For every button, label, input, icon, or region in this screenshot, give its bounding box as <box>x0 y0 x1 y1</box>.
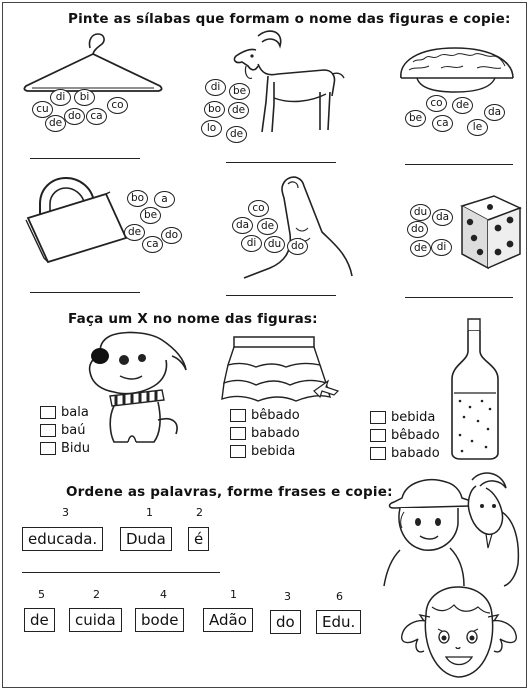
checkbox[interactable] <box>230 409 246 422</box>
syllable[interactable]: le <box>467 119 488 136</box>
syllable[interactable]: bi <box>74 89 95 106</box>
checkbox[interactable] <box>230 427 246 440</box>
order-number: 1 <box>230 588 237 601</box>
order-number: 2 <box>196 506 203 519</box>
answer-line[interactable] <box>226 162 336 163</box>
syllable[interactable]: de <box>226 126 247 143</box>
syllable[interactable]: da <box>232 217 253 234</box>
syllable[interactable]: du <box>264 236 285 253</box>
hanger-icon <box>18 28 168 98</box>
syllable[interactable]: ca <box>432 115 453 132</box>
syllable[interactable]: de <box>124 224 145 241</box>
word-card-adao[interactable]: Adão <box>203 608 253 632</box>
syllable[interactable]: be <box>140 207 161 224</box>
syllable[interactable]: co <box>248 200 269 217</box>
checkbox[interactable] <box>370 429 386 442</box>
bottle-icon <box>448 317 502 461</box>
checkbox[interactable] <box>40 424 56 437</box>
word-card-bode[interactable]: bode <box>135 608 184 632</box>
option-bebida[interactable]: bebida <box>370 410 435 425</box>
goat-icon <box>228 26 348 138</box>
order-number: 3 <box>284 590 291 603</box>
order-number: 4 <box>160 588 167 601</box>
syllable[interactable]: da <box>484 104 505 121</box>
syllable[interactable]: ca <box>86 108 107 125</box>
syllable[interactable]: di <box>50 89 71 106</box>
syllable[interactable]: lo <box>201 120 222 137</box>
word-card-edu[interactable]: Edu. <box>316 610 361 634</box>
option-bebado[interactable]: bêbado <box>230 408 300 423</box>
syllable[interactable]: da <box>432 209 453 226</box>
syllable[interactable]: do <box>287 238 308 255</box>
word-card-educada[interactable]: educada. <box>22 527 103 551</box>
option-bala[interactable]: bala <box>40 405 89 420</box>
syllable[interactable]: a <box>154 191 175 208</box>
word-card-do[interactable]: do <box>270 610 301 634</box>
syllable[interactable]: be <box>405 110 426 127</box>
answer-line[interactable] <box>405 164 513 165</box>
syllable[interactable]: co <box>107 97 128 114</box>
syllable[interactable]: bo <box>127 190 148 207</box>
checkbox[interactable] <box>230 445 246 458</box>
syllable[interactable]: do <box>161 227 182 244</box>
syllable[interactable]: di <box>431 239 452 256</box>
checkbox[interactable] <box>370 411 386 424</box>
syllable[interactable]: ca <box>142 236 163 253</box>
option-babado[interactable]: babado <box>230 426 300 441</box>
order-number: 6 <box>336 590 343 603</box>
skirt-icon <box>222 333 342 405</box>
instruction-paint-syllables: Pinte as sílabas que formam o nome das figuras e copie: <box>68 11 511 27</box>
order-number: 1 <box>146 506 153 519</box>
option-bau[interactable]: baú <box>40 423 85 438</box>
option-bebida[interactable]: bebida <box>230 444 295 459</box>
syllable[interactable]: du <box>410 204 431 221</box>
syllable[interactable]: bo <box>204 101 225 118</box>
dog-icon <box>80 330 190 448</box>
syllable[interactable]: be <box>229 83 250 100</box>
syllable[interactable]: de <box>257 218 278 235</box>
boy-with-goat-icon <box>380 468 526 588</box>
syllable[interactable]: de <box>45 115 66 132</box>
word-card-de[interactable]: de <box>24 608 55 632</box>
order-number: 5 <box>38 588 45 601</box>
syllable[interactable]: di <box>205 79 226 96</box>
instruction-order-words: Ordene as palavras, forme frases e copie: <box>66 484 393 500</box>
die-icon <box>452 192 524 276</box>
syllable[interactable]: de <box>410 240 431 257</box>
option-babado[interactable]: babado <box>370 446 440 461</box>
syllable[interactable]: co <box>426 95 447 112</box>
syllable[interactable]: de <box>452 97 473 114</box>
syllable[interactable]: cu <box>32 101 53 118</box>
answer-line[interactable] <box>226 295 336 296</box>
checkbox[interactable] <box>40 406 56 419</box>
answer-line[interactable] <box>30 158 140 159</box>
syllable[interactable]: de <box>228 102 249 119</box>
word-card-duda[interactable]: Duda <box>120 527 172 551</box>
order-number: 3 <box>62 506 69 519</box>
syllable[interactable]: di <box>241 235 262 252</box>
checkbox[interactable] <box>370 447 386 460</box>
instruction-mark-x: Faça um X no nome das figuras: <box>68 311 318 327</box>
order-number: 2 <box>93 588 100 601</box>
answer-line[interactable] <box>30 292 140 293</box>
syllable[interactable]: do <box>64 108 85 125</box>
dish-icon <box>393 40 519 96</box>
girl-icon <box>396 585 520 681</box>
padlock-icon <box>22 174 132 264</box>
syllable[interactable]: do <box>407 221 428 238</box>
word-card-e[interactable]: é <box>188 527 209 551</box>
checkbox[interactable] <box>40 442 56 455</box>
option-bebado[interactable]: bêbado <box>370 428 440 443</box>
answer-line[interactable] <box>405 297 513 298</box>
word-card-cuida[interactable]: cuida <box>69 608 122 632</box>
option-bidu[interactable]: Bidu <box>40 441 90 456</box>
answer-line[interactable] <box>22 572 220 573</box>
